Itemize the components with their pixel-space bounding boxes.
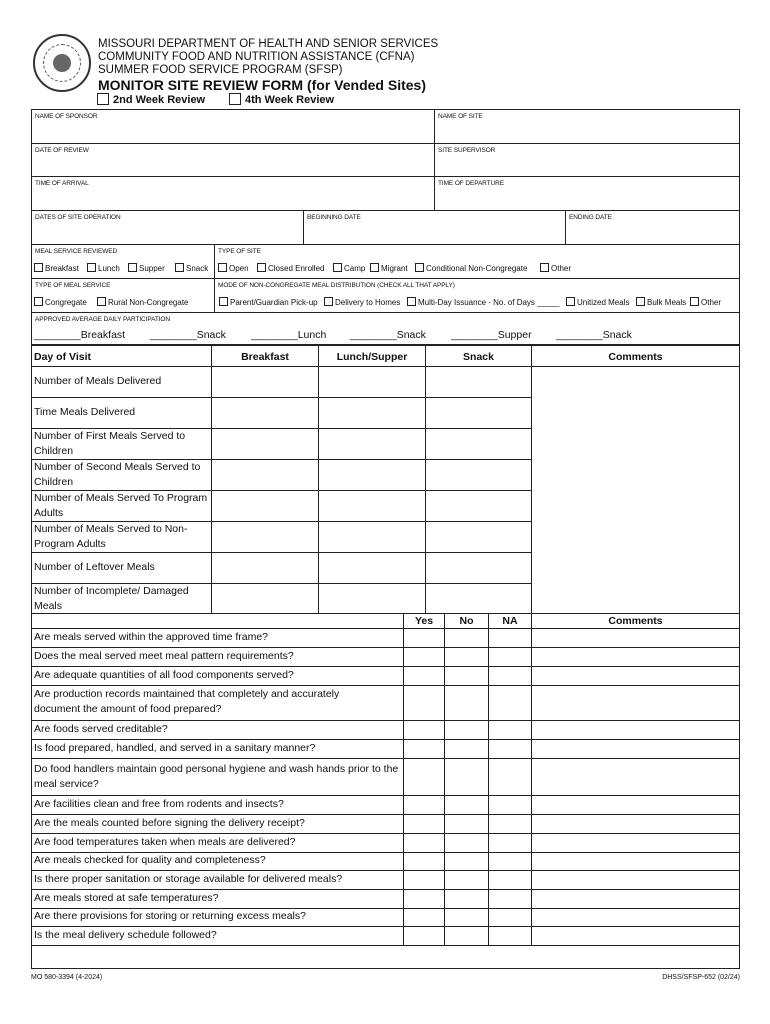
site-info-grid bbox=[31, 109, 740, 345]
header-breakfast: Breakfast bbox=[241, 351, 289, 363]
mode-pickup[interactable]: Parent/Guardian Pick-up bbox=[219, 297, 318, 307]
week4-checkbox-row[interactable] bbox=[229, 93, 334, 106]
checkbox[interactable] bbox=[370, 263, 379, 272]
adp-supper[interactable]: ________Supper bbox=[451, 329, 532, 341]
row-non-program-adults: Number of Meals Served to Non-Program Adults bbox=[34, 523, 188, 550]
header-comments: Comments bbox=[608, 351, 663, 363]
meal-service-label: MEAL SERVICE REVIEWED bbox=[35, 248, 118, 255]
header-question-comments: Comments bbox=[608, 615, 663, 627]
checkbox[interactable] bbox=[87, 263, 96, 272]
checkbox[interactable] bbox=[175, 263, 184, 272]
header-na: NA bbox=[502, 615, 518, 627]
checkbox[interactable] bbox=[407, 297, 416, 306]
departure-field[interactable] bbox=[435, 177, 740, 211]
mode-delivery[interactable]: Delivery to Homes bbox=[324, 297, 400, 307]
adp-lunch[interactable]: ________Lunch bbox=[251, 329, 327, 341]
division-name: COMMUNITY FOOD AND NUTRITION ASSISTANCE (CFNA) bbox=[98, 51, 415, 63]
checkbox[interactable] bbox=[97, 297, 106, 306]
mode-other[interactable]: Other bbox=[690, 297, 721, 307]
ending-date-field[interactable] bbox=[566, 211, 740, 245]
question-item: Are food temperatures taken when meals are delivered? bbox=[34, 836, 296, 848]
site-type-conditional[interactable]: Conditional Non-Congregate bbox=[415, 263, 527, 273]
checkbox[interactable] bbox=[34, 263, 43, 272]
supervisor-label: SITE SUPERVISOR bbox=[438, 147, 496, 154]
header-no: No bbox=[459, 615, 474, 627]
adp-breakfast[interactable]: ________Breakfast bbox=[34, 329, 126, 341]
department-name: MISSOURI DEPARTMENT OF HEALTH AND SENIOR SERVICES bbox=[98, 38, 439, 50]
question-item: Are meals served within the approved time frame? bbox=[34, 631, 269, 643]
adp-snack-1[interactable]: ________Snack bbox=[150, 329, 226, 341]
header-snack: Snack bbox=[463, 351, 494, 363]
adp-snack-3[interactable]: ________Snack bbox=[556, 329, 632, 341]
row-meals-delivered: Number of Meals Delivered bbox=[34, 375, 162, 387]
meal-service-breakfast[interactable]: Breakfast bbox=[34, 263, 79, 273]
sponsor-field[interactable] bbox=[32, 110, 435, 144]
checkbox[interactable] bbox=[566, 297, 575, 306]
row-incomplete-meals: Number of Incomplete/ Damaged Meals bbox=[34, 585, 189, 612]
site-type-open[interactable]: Open bbox=[218, 263, 249, 273]
checkbox[interactable] bbox=[324, 297, 333, 306]
question-item: Are there provisions for storing or returning excess meals? bbox=[34, 910, 306, 922]
date-review-field[interactable] bbox=[32, 144, 435, 177]
site-type-field bbox=[215, 245, 740, 279]
mode-unitized[interactable]: Unitized Meals bbox=[566, 297, 629, 307]
header-yes: Yes bbox=[414, 615, 434, 627]
question-item: Is food prepared, handled, and served in a sanitary manner? bbox=[34, 742, 316, 754]
meal-service-field bbox=[32, 245, 215, 279]
question-item: Is there proper sanitation or storage available for delivered meals? bbox=[34, 873, 343, 885]
program-name: SUMMER FOOD SERVICE PROGRAM (SFSP) bbox=[98, 64, 343, 76]
question-item: Do food handlers maintain good personal hygiene and wash hands prior to the meal service? bbox=[34, 763, 399, 790]
question-item: Are facilities clean and free from rodents and insects? bbox=[34, 798, 284, 810]
adp-field bbox=[32, 313, 740, 345]
row-second-meals: Number of Second Meals Served to Children bbox=[34, 461, 201, 488]
meal-type-label: TYPE OF MEAL SERVICE bbox=[35, 282, 111, 289]
checkbox[interactable] bbox=[34, 297, 43, 306]
meal-service-lunch[interactable]: Lunch bbox=[87, 263, 120, 273]
site-type-label: TYPE OF SITE bbox=[218, 248, 261, 255]
form-title: MONITOR SITE REVIEW FORM (for Vended Sites) bbox=[98, 77, 426, 93]
site-type-other[interactable]: Other bbox=[540, 263, 571, 273]
site-type-migrant[interactable]: Migrant bbox=[370, 263, 408, 273]
week2-checkbox[interactable] bbox=[97, 93, 109, 105]
sponsor-label: NAME OF SPONSOR bbox=[35, 113, 98, 120]
beginning-date-field[interactable] bbox=[304, 211, 566, 245]
meal-type-field bbox=[32, 279, 215, 313]
meal-type-rural[interactable]: Rural Non-Congregate bbox=[97, 297, 189, 307]
question-item: Are foods served creditable? bbox=[34, 723, 168, 735]
checkbox[interactable] bbox=[333, 263, 342, 272]
site-type-closed-enrolled[interactable]: Closed Enrolled bbox=[257, 263, 324, 273]
mode-field bbox=[215, 279, 740, 313]
form-code: DHSS/SFSP-652 (02/24) bbox=[662, 974, 740, 981]
meal-service-snack[interactable]: Snack bbox=[175, 263, 208, 273]
checkbox[interactable] bbox=[219, 297, 228, 306]
week2-checkbox-row[interactable] bbox=[97, 93, 205, 106]
missouri-seal-logo bbox=[33, 34, 91, 92]
mode-label: MODE OF NON-CONGREGATE MEAL DISTRIBUTION (CHECK ALL THAT APPLY) bbox=[218, 282, 455, 289]
mode-bulk[interactable]: Bulk Meals bbox=[636, 297, 686, 307]
beginning-date-label: BEGINNING DATE bbox=[307, 214, 361, 221]
question-item: Is the meal delivery schedule followed? bbox=[34, 929, 217, 941]
question-item: Are meals checked for quality and completeness? bbox=[34, 854, 266, 866]
mode-multiday[interactable]: Multi-Day Issuance - No. of Days _____ bbox=[407, 297, 559, 307]
arrival-label: TIME OF ARRIVAL bbox=[35, 180, 89, 187]
date-review-label: DATE OF REVIEW bbox=[35, 147, 89, 154]
adp-label: APPROVED AVERAGE DAILY PARTICIPATION bbox=[35, 316, 170, 323]
question-item: Are meals stored at safe temperatures? bbox=[34, 892, 219, 904]
row-leftover-meals: Number of Leftover Meals bbox=[34, 561, 155, 573]
meal-service-supper[interactable]: Supper bbox=[128, 263, 165, 273]
dates-operation-label: DATES OF SITE OPERATION bbox=[35, 214, 121, 221]
site-label: NAME OF SITE bbox=[438, 113, 483, 120]
checkbox[interactable] bbox=[540, 263, 549, 272]
departure-label: TIME OF DEPARTURE bbox=[438, 180, 504, 187]
site-type-camp[interactable]: Camp bbox=[333, 263, 365, 273]
checkbox[interactable] bbox=[128, 263, 137, 272]
row-program-adults: Number of Meals Served To Program Adults bbox=[34, 492, 208, 519]
site-field[interactable] bbox=[435, 110, 740, 144]
header-lunch-supper: Lunch/Supper bbox=[336, 351, 408, 363]
dates-operation-field bbox=[32, 211, 304, 245]
form-number: MO 580-3394 (4-2024) bbox=[31, 974, 103, 981]
row-first-meals: Number of First Meals Served to Children bbox=[34, 430, 186, 457]
adp-snack-2[interactable]: ________Snack bbox=[350, 329, 426, 341]
question-item: Are adequate quantities of all food components served? bbox=[34, 669, 294, 681]
question-item: Are the meals counted before signing the delivery receipt? bbox=[34, 817, 305, 829]
row-time-delivered: Time Meals Delivered bbox=[34, 406, 136, 418]
header-day-of-visit: Day of Visit bbox=[34, 351, 91, 363]
checkbox[interactable] bbox=[415, 263, 424, 272]
week4-checkbox[interactable] bbox=[229, 93, 241, 105]
checkbox[interactable] bbox=[218, 263, 227, 272]
question-item: Does the meal served meet meal pattern requirements? bbox=[34, 650, 294, 662]
supervisor-field[interactable] bbox=[435, 144, 740, 177]
meal-type-congregate[interactable]: Congregate bbox=[34, 297, 87, 307]
week2-label: 2nd Week Review bbox=[113, 94, 206, 106]
checkbox[interactable] bbox=[257, 263, 266, 272]
question-item: Are production records maintained that completely and accurately document the amount of food prepared? bbox=[34, 688, 340, 715]
checkbox[interactable] bbox=[690, 297, 699, 306]
arrival-field[interactable] bbox=[32, 177, 435, 211]
ending-date-label: ENDING DATE bbox=[569, 214, 612, 221]
week4-label: 4th Week Review bbox=[245, 94, 335, 106]
checkbox[interactable] bbox=[636, 297, 645, 306]
